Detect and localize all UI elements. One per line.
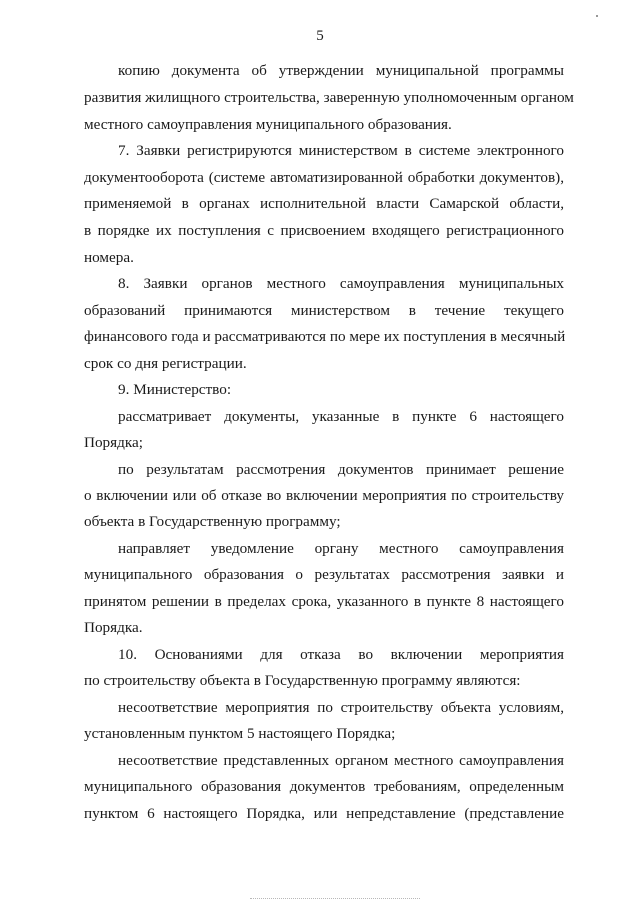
text-line: рассматривает документы, указанные в пункте 6 настоящего bbox=[118, 408, 564, 425]
text-line: 10. Основаниями для отказа во включении мероприятия bbox=[118, 646, 564, 663]
text-line: применяемой в органах исполнительной власти Самарской области, bbox=[84, 195, 564, 212]
text-line: документооборота (системе автоматизированной обработки документов), bbox=[84, 169, 564, 186]
text-line: номера. bbox=[84, 249, 134, 266]
text-line: Порядка. bbox=[84, 619, 143, 636]
text-line: по результатам рассмотрения документов принимает решение bbox=[118, 461, 564, 478]
text-line: срок со дня регистрации. bbox=[84, 355, 247, 372]
text-line: муниципального образования документов требованиям, определенным bbox=[84, 778, 564, 795]
text-line: несоответствие мероприятия по строительству объекта условиям, bbox=[118, 699, 564, 716]
text-line: местного самоуправления муниципального образования. bbox=[84, 116, 452, 133]
text-line: о включении или об отказе во включении мероприятия по строительству bbox=[84, 487, 564, 504]
text-line: 7. Заявки регистрируются министерством в системе электронного bbox=[118, 142, 564, 159]
text-line: установленным пунктом 5 настоящего Порядка; bbox=[84, 725, 396, 742]
text-line: муниципального образования о результатах рассмотрения заявки и bbox=[84, 566, 564, 583]
text-line: объекта в Государственную программу; bbox=[84, 513, 341, 530]
text-line: по строительству объекта в Государственную программу являются: bbox=[84, 672, 521, 689]
text-line: пунктом 6 настоящего Порядка, или непредставление (представление bbox=[84, 805, 564, 822]
text-line: Порядка; bbox=[84, 434, 143, 451]
text-line: копию документа об утверждении муниципальной программы bbox=[118, 62, 564, 79]
text-line: принятом решении в пределах срока, указанного в пункте 8 настоящего bbox=[84, 593, 564, 610]
text-line: несоответствие представленных органом местного самоуправления bbox=[118, 752, 564, 769]
text-line: 8. Заявки органов местного самоуправления муниципальных bbox=[118, 275, 564, 292]
text-line: 9. Министерство: bbox=[118, 381, 232, 398]
text-line: финансового года и рассматриваются по мере их поступления в месячный bbox=[84, 328, 566, 345]
scan-edge-line bbox=[250, 898, 420, 899]
text-line: направляет уведомление органу местного самоуправления bbox=[118, 540, 564, 557]
text-line: образований принимаются министерством в течение текущего bbox=[84, 302, 564, 319]
page-number: 5 bbox=[316, 28, 324, 44]
scan-speck bbox=[596, 15, 598, 17]
text-line: в порядке их поступления с присвоением входящего регистрационного bbox=[84, 222, 564, 239]
text-line: развития жилищного строительства, заверенную уполномоченным органом bbox=[84, 89, 574, 106]
